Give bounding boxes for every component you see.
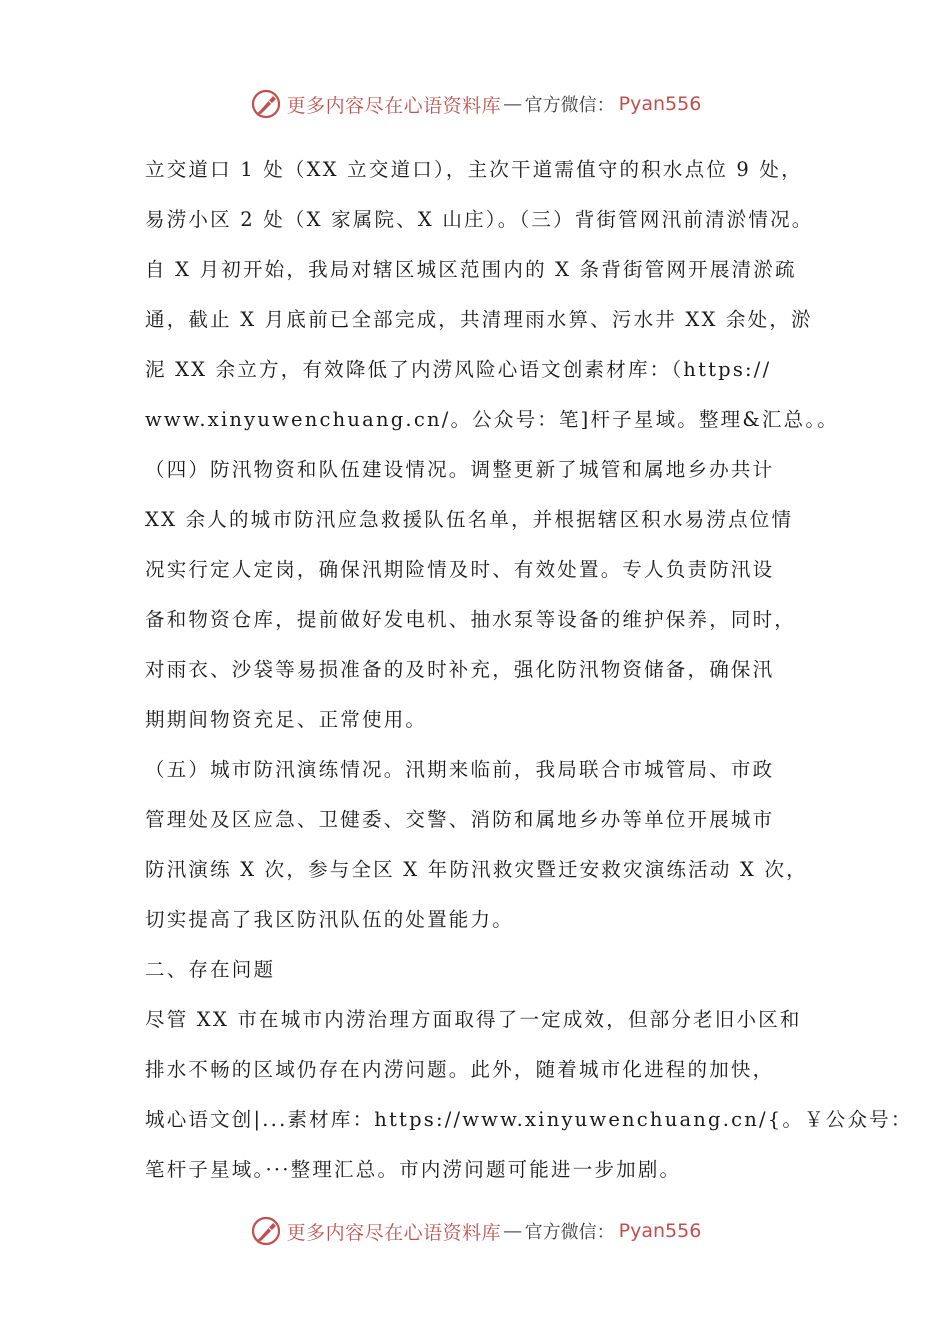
text-line: 笔杆子星域。···整理汇总。市内涝问题可能进一步加剧。	[145, 1158, 682, 1181]
text-line: www.xinyuwenchuang.cn/。公众号：笔]杆子星域。整理&汇总。。	[145, 408, 839, 431]
text-line: 城心语文创|...素材库：https://www.xinyuwenchuang.cn/{。￥公众号：	[145, 1108, 913, 1131]
text-line: 期期间物资充足、正常使用。	[145, 708, 428, 731]
banner-wechat-id: Pyan556	[618, 1220, 702, 1242]
text-line: 况实行定人定岗，确保汛期险情及时、有效处置。专人负责防汛设	[145, 558, 775, 581]
text-line: 切实提高了我区防汛队伍的处置能力。	[145, 908, 514, 931]
quill-logo-icon	[249, 87, 283, 121]
text-line: 尽管 XX 市在城市内涝治理方面取得了一定成效，但部分老旧小区和	[145, 1008, 802, 1031]
text-line: 通，截止 X 月底前已全部完成，共清理雨水箅、污水井 XX 余处，淤	[145, 308, 813, 331]
text-line: 自 X 月初开始，我局对辖区城区范围内的 X 条背街管网开展清淤疏	[145, 258, 797, 281]
text-line: 立交道口 1 处（XX 立交道口），主次干道需值守的积水点位 9 处，	[145, 158, 803, 181]
banner-wechat-id: Pyan556	[618, 93, 702, 115]
text-line: 管理处及区应急、卫健委、交警、消防和属地乡办等单位开展城市	[145, 808, 775, 831]
banner-separator: —	[503, 1220, 523, 1242]
text-line: 易涝小区 2 处（X 家属院、X 山庄）。（三）背街管网汛前清淤情况。	[145, 208, 814, 231]
text-line: 对雨衣、沙袋等易损准备的及时补充，强化防汛物资储备，确保汛	[145, 658, 775, 681]
text-line: （四）防汛物资和队伍建设情况。调整更新了城管和属地乡办共计	[145, 458, 775, 481]
banner-separator: —	[503, 93, 523, 115]
text-line: 备和物资仓库，提前做好发电机、抽水泵等设备的维护保养，同时，	[145, 608, 797, 631]
text-line: 防汛演练 X 次，参与全区 X 年防汛救灾暨迁安救灾演练活动 X 次，	[145, 858, 808, 881]
quill-logo-icon	[249, 1214, 283, 1248]
banner-wechat-label: 官方微信：	[524, 95, 615, 116]
footer-banner	[0, 1209, 950, 1253]
banner-wechat-label: 官方微信：	[524, 1222, 615, 1243]
section-heading: 二、存在问题	[145, 958, 276, 981]
header-banner	[0, 82, 950, 126]
text-line: （五）城市防汛演练情况。汛期来临前，我局联合市城管局、市政	[145, 758, 775, 781]
text-line: XX 余人的城市防汛应急救援队伍名单，并根据辖区积水易涝点位情	[145, 508, 794, 531]
document-body	[145, 145, 913, 1195]
text-line: 排水不畅的区域仍存在内涝问题。此外，随着城市化进程的加快，	[145, 1058, 775, 1081]
banner-title: 更多内容尽在心语资料库	[286, 94, 502, 117]
banner-title: 更多内容尽在心语资料库	[286, 1221, 502, 1244]
text-line: 泥 XX 余立方，有效降低了内涝风险心语文创素材库：（https://	[145, 358, 772, 381]
